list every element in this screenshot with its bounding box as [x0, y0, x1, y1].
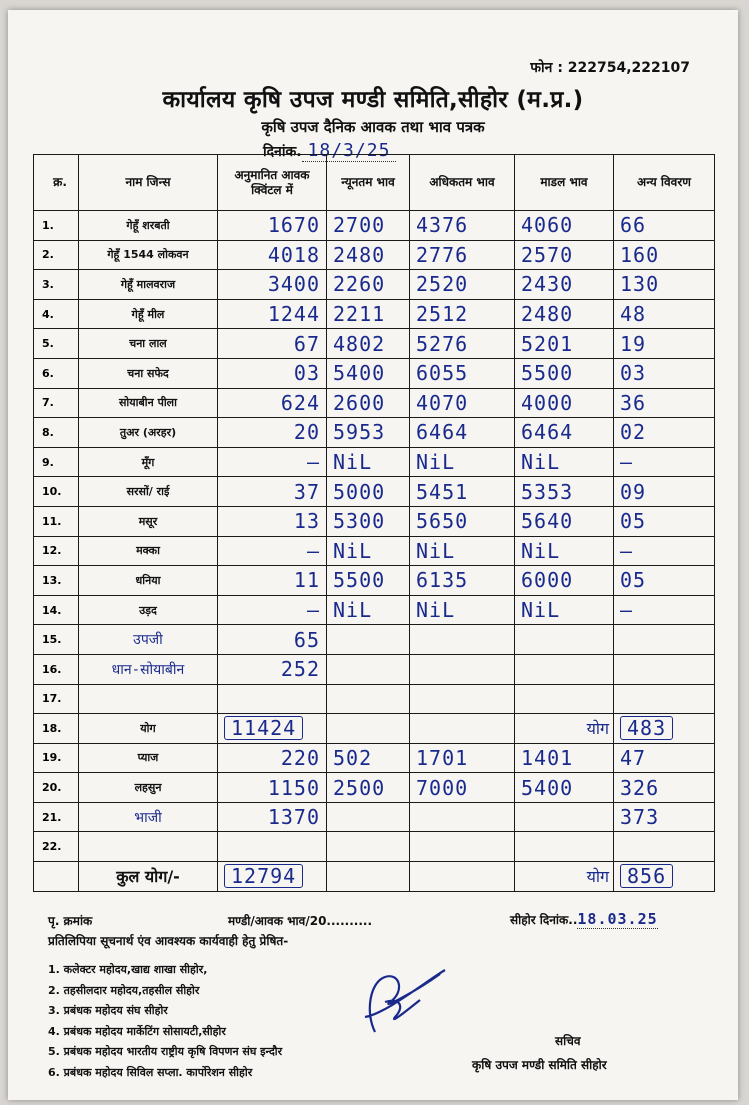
row-no: 19.: [34, 743, 79, 773]
table-row: [34, 832, 715, 862]
min-price: 2700: [327, 211, 410, 241]
commodity-name: गेहूँ मील: [79, 299, 218, 329]
table-row: [34, 477, 715, 507]
min-price: NiL: [327, 595, 410, 625]
arrival-qty: 37: [218, 477, 327, 507]
commodity-name: चना लाल: [79, 329, 218, 359]
other-detail: 66: [614, 211, 715, 241]
max-price: [410, 832, 515, 862]
modal-price: [515, 684, 614, 714]
modal-price: 5500: [515, 358, 614, 388]
table-row: [34, 684, 715, 714]
row-no: 8.: [34, 418, 79, 448]
row-no: 15.: [34, 625, 79, 655]
row-no: 20.: [34, 773, 79, 803]
commodity-name: गेहूँ शरबती: [79, 211, 218, 241]
min-price: 5953: [327, 418, 410, 448]
commodity-name: [79, 832, 218, 862]
date-line: दिनांक. 18/3/25: [263, 140, 396, 161]
row-no: 14.: [34, 595, 79, 625]
row-no: 11.: [34, 506, 79, 536]
table-row: [34, 418, 715, 448]
yog-row: [34, 714, 715, 744]
date-value: 18/3/25: [302, 140, 397, 162]
table-row: [34, 358, 715, 388]
yog-label: योग: [79, 714, 218, 744]
arrival-qty: 220: [218, 743, 327, 773]
max-price: 2512: [410, 299, 515, 329]
arrival-qty: 1150: [218, 773, 327, 803]
mandi-ref: मण्डी/आवक भाव/20..........: [228, 914, 373, 928]
min-price: 4802: [327, 329, 410, 359]
arrival-qty: 03: [218, 358, 327, 388]
row-no: 10.: [34, 477, 79, 507]
total-label: कुल योग/-: [79, 862, 218, 892]
modal-price: [515, 625, 614, 655]
row-no: 13.: [34, 566, 79, 596]
modal-price: 4000: [515, 388, 614, 418]
table-row: [34, 299, 715, 329]
phone-number: फोन : 222754,222107: [530, 60, 690, 76]
max-price: 6135: [410, 566, 515, 596]
yog-other: 483: [614, 714, 715, 744]
max-price: 2520: [410, 270, 515, 300]
modal-price: [515, 654, 614, 684]
col-min: न्यूनतम भाव: [327, 155, 410, 211]
row-no: 5.: [34, 329, 79, 359]
other-detail: —: [614, 536, 715, 566]
recipient-item: 3. प्रबंधक महोदय संघ सीहोर: [48, 1004, 168, 1017]
min-price: NiL: [327, 536, 410, 566]
arrival-qty: —: [218, 595, 327, 625]
recipient-item: 6. प्रबंधक महोदय सिविल सप्ला. कार्पोरेशन सीहोर: [48, 1065, 253, 1079]
table-row: [34, 536, 715, 566]
other-detail: [614, 625, 715, 655]
modal-price: NiL: [515, 447, 614, 477]
commodity-name: उपजी: [79, 625, 218, 655]
commodity-name: सोयाबीन पीला: [79, 388, 218, 418]
row-no: 2.: [34, 240, 79, 270]
table-row: [34, 743, 715, 773]
arrival-qty: 4018: [218, 240, 327, 270]
modal-price: 2480: [515, 299, 614, 329]
row-no: 22.: [34, 832, 79, 862]
row-no: 4.: [34, 299, 79, 329]
other-detail: 48: [614, 299, 715, 329]
min-price: [327, 802, 410, 832]
arrival-qty: —: [218, 447, 327, 477]
other-detail: 373: [614, 802, 715, 832]
arrival-qty: 1670: [218, 211, 327, 241]
row-no: 1.: [34, 211, 79, 241]
date-label: दिनांक: [263, 144, 297, 160]
row-no: 21.: [34, 802, 79, 832]
max-price: 4376: [410, 211, 515, 241]
modal-price: 5353: [515, 477, 614, 507]
office-title: कार्यालय कृषि उपज मण्डी समिति,सीहोर (म.प्र.): [162, 87, 584, 113]
recipient-item: 2. तहसीलदार महोदय,तहसील सीहोर: [48, 983, 200, 997]
arrival-qty: 1244: [218, 299, 327, 329]
table-row: [34, 447, 715, 477]
commodity-name: सरसों/ राई: [79, 477, 218, 507]
commodity-name: धनिया: [79, 566, 218, 596]
col-name: नाम जिन्स: [79, 155, 218, 211]
sehore-date: सीहोर दिनांक..18.03.25: [510, 910, 658, 928]
total-row: [34, 862, 715, 892]
table-row: [34, 211, 715, 241]
max-price: NiL: [410, 447, 515, 477]
table-row: [34, 773, 715, 803]
col-other: अन्य विवरण: [614, 155, 715, 211]
min-price: 5000: [327, 477, 410, 507]
min-price: 2211: [327, 299, 410, 329]
arrival-qty: 1370: [218, 802, 327, 832]
max-price: NiL: [410, 595, 515, 625]
commodity-name: मसूर: [79, 506, 218, 536]
col-arrival: अनुमानित आवक क्विंटल में: [218, 155, 327, 211]
other-detail: 19: [614, 329, 715, 359]
other-detail: [614, 654, 715, 684]
col-no: क्र.: [34, 155, 79, 211]
recipient-item: 5. प्रबंधक महोदय भारतीय राष्ट्रीय कृषि विपणन संघ इन्दौर: [48, 1045, 283, 1058]
modal-price: [515, 832, 614, 862]
commodity-name: चना सफेद: [79, 358, 218, 388]
arrival-qty: 20: [218, 418, 327, 448]
arrival-price-table: [33, 154, 715, 892]
max-price: 2776: [410, 240, 515, 270]
max-price: 7000: [410, 773, 515, 803]
other-detail: 05: [614, 506, 715, 536]
arrival-qty: 67: [218, 329, 327, 359]
max-price: 6464: [410, 418, 515, 448]
row-no: 17.: [34, 684, 79, 714]
other-detail: 02: [614, 418, 715, 448]
other-detail: [614, 684, 715, 714]
yog-arrival: 11424: [218, 714, 327, 744]
min-price: [327, 625, 410, 655]
signature-mark: [345, 962, 465, 1042]
min-price: 502: [327, 743, 410, 773]
arrival-qty: 11: [218, 566, 327, 596]
commodity-name: मूँग: [79, 447, 218, 477]
min-price: 2600: [327, 388, 410, 418]
min-price: [327, 684, 410, 714]
other-detail: 05: [614, 566, 715, 596]
total-arrival: 12794: [218, 862, 327, 892]
modal-price: 4060: [515, 211, 614, 241]
other-detail: 36: [614, 388, 715, 418]
min-price: [327, 832, 410, 862]
other-detail: —: [614, 447, 715, 477]
table-row: [34, 566, 715, 596]
max-price: 5650: [410, 506, 515, 536]
max-price: [410, 684, 515, 714]
other-detail: 03: [614, 358, 715, 388]
commodity-name: भाजी: [79, 802, 218, 832]
row-no: 3.: [34, 270, 79, 300]
other-detail: 47: [614, 743, 715, 773]
modal-price: 5640: [515, 506, 614, 536]
commodity-name: [79, 684, 218, 714]
max-price: 4070: [410, 388, 515, 418]
modal-price: 6000: [515, 566, 614, 596]
max-price: [410, 654, 515, 684]
table-row: [34, 388, 715, 418]
commodity-name: धान-सोयाबीन: [79, 654, 218, 684]
recipient-list: [48, 960, 282, 1083]
other-detail: [614, 832, 715, 862]
row-no: 9.: [34, 447, 79, 477]
recipient-item: 1. कलेक्टर महोदय,खाद्य शाखा सीहोर,: [48, 963, 208, 976]
table-row: [34, 654, 715, 684]
arrival-qty: 13: [218, 506, 327, 536]
arrival-qty: [218, 684, 327, 714]
min-price: 5300: [327, 506, 410, 536]
col-max: अधिकतम भाव: [410, 155, 515, 211]
min-price: 5400: [327, 358, 410, 388]
total-modal-cell: योग: [515, 862, 614, 892]
arrival-qty: 624: [218, 388, 327, 418]
arrival-qty: 65: [218, 625, 327, 655]
max-price: 6055: [410, 358, 515, 388]
arrival-qty: 3400: [218, 270, 327, 300]
other-detail: 09: [614, 477, 715, 507]
commodity-name: प्याज: [79, 743, 218, 773]
commodity-name: गेहूँ 1544 लोकवन: [79, 240, 218, 270]
modal-price: 5400: [515, 773, 614, 803]
table-row: [34, 625, 715, 655]
max-price: [410, 625, 515, 655]
table-row: [34, 270, 715, 300]
commodity-name: उड़द: [79, 595, 218, 625]
row-no: 7.: [34, 388, 79, 418]
arrival-qty: —: [218, 536, 327, 566]
max-price: [410, 802, 515, 832]
min-price: 5500: [327, 566, 410, 596]
other-detail: —: [614, 595, 715, 625]
table-row: [34, 240, 715, 270]
commodity-name: लहसुन: [79, 773, 218, 803]
recipient-item: 4. प्रबंधक महोदय मार्केटिंग सोसायटी,सीहोर: [48, 1024, 226, 1038]
row-no: 16.: [34, 654, 79, 684]
modal-price: 2570: [515, 240, 614, 270]
min-price: NiL: [327, 447, 410, 477]
row-no: 12.: [34, 536, 79, 566]
table-row: [34, 329, 715, 359]
ref-number: पृ. क्रमांक: [48, 914, 93, 928]
secretary-label: सचिव: [555, 1034, 581, 1048]
modal-price: NiL: [515, 595, 614, 625]
commodity-name: मक्का: [79, 536, 218, 566]
arrival-qty: 252: [218, 654, 327, 684]
min-price: 2500: [327, 773, 410, 803]
table-header-row: [34, 155, 715, 211]
arrival-qty: [218, 832, 327, 862]
other-detail: 130: [614, 270, 715, 300]
modal-price: 2430: [515, 270, 614, 300]
table-row: [34, 595, 715, 625]
modal-price: NiL: [515, 536, 614, 566]
max-price: 5276: [410, 329, 515, 359]
row-no: 6.: [34, 358, 79, 388]
modal-price: 1401: [515, 743, 614, 773]
other-detail: 160: [614, 240, 715, 270]
max-price: 5451: [410, 477, 515, 507]
min-price: [327, 654, 410, 684]
commodity-name: गेहूँ मालवराज: [79, 270, 218, 300]
min-price: 2480: [327, 240, 410, 270]
modal-price: [515, 802, 614, 832]
min-price: 2260: [327, 270, 410, 300]
row-no: 18.: [34, 714, 79, 744]
yog-modal-cell: योग: [515, 714, 614, 744]
modal-price: 5201: [515, 329, 614, 359]
office-signature: कृषि उपज मण्डी समिति सीहोर: [472, 1058, 607, 1072]
table-row: [34, 506, 715, 536]
commodity-name: तुअर (अरहर): [79, 418, 218, 448]
other-detail: 326: [614, 773, 715, 803]
table-row: [34, 802, 715, 832]
col-modal: माडल भाव: [515, 155, 614, 211]
max-price: 1701: [410, 743, 515, 773]
copy-note: प्रतिलिपिया सूचनार्थ एंव आवश्यक कार्यवाही हेतु प्रेषित-: [48, 934, 289, 948]
report-subtitle: कृषि उपज दैनिक आवक तथा भाव पत्रक: [261, 118, 485, 136]
modal-price: 6464: [515, 418, 614, 448]
max-price: NiL: [410, 536, 515, 566]
total-other: 856: [614, 862, 715, 892]
